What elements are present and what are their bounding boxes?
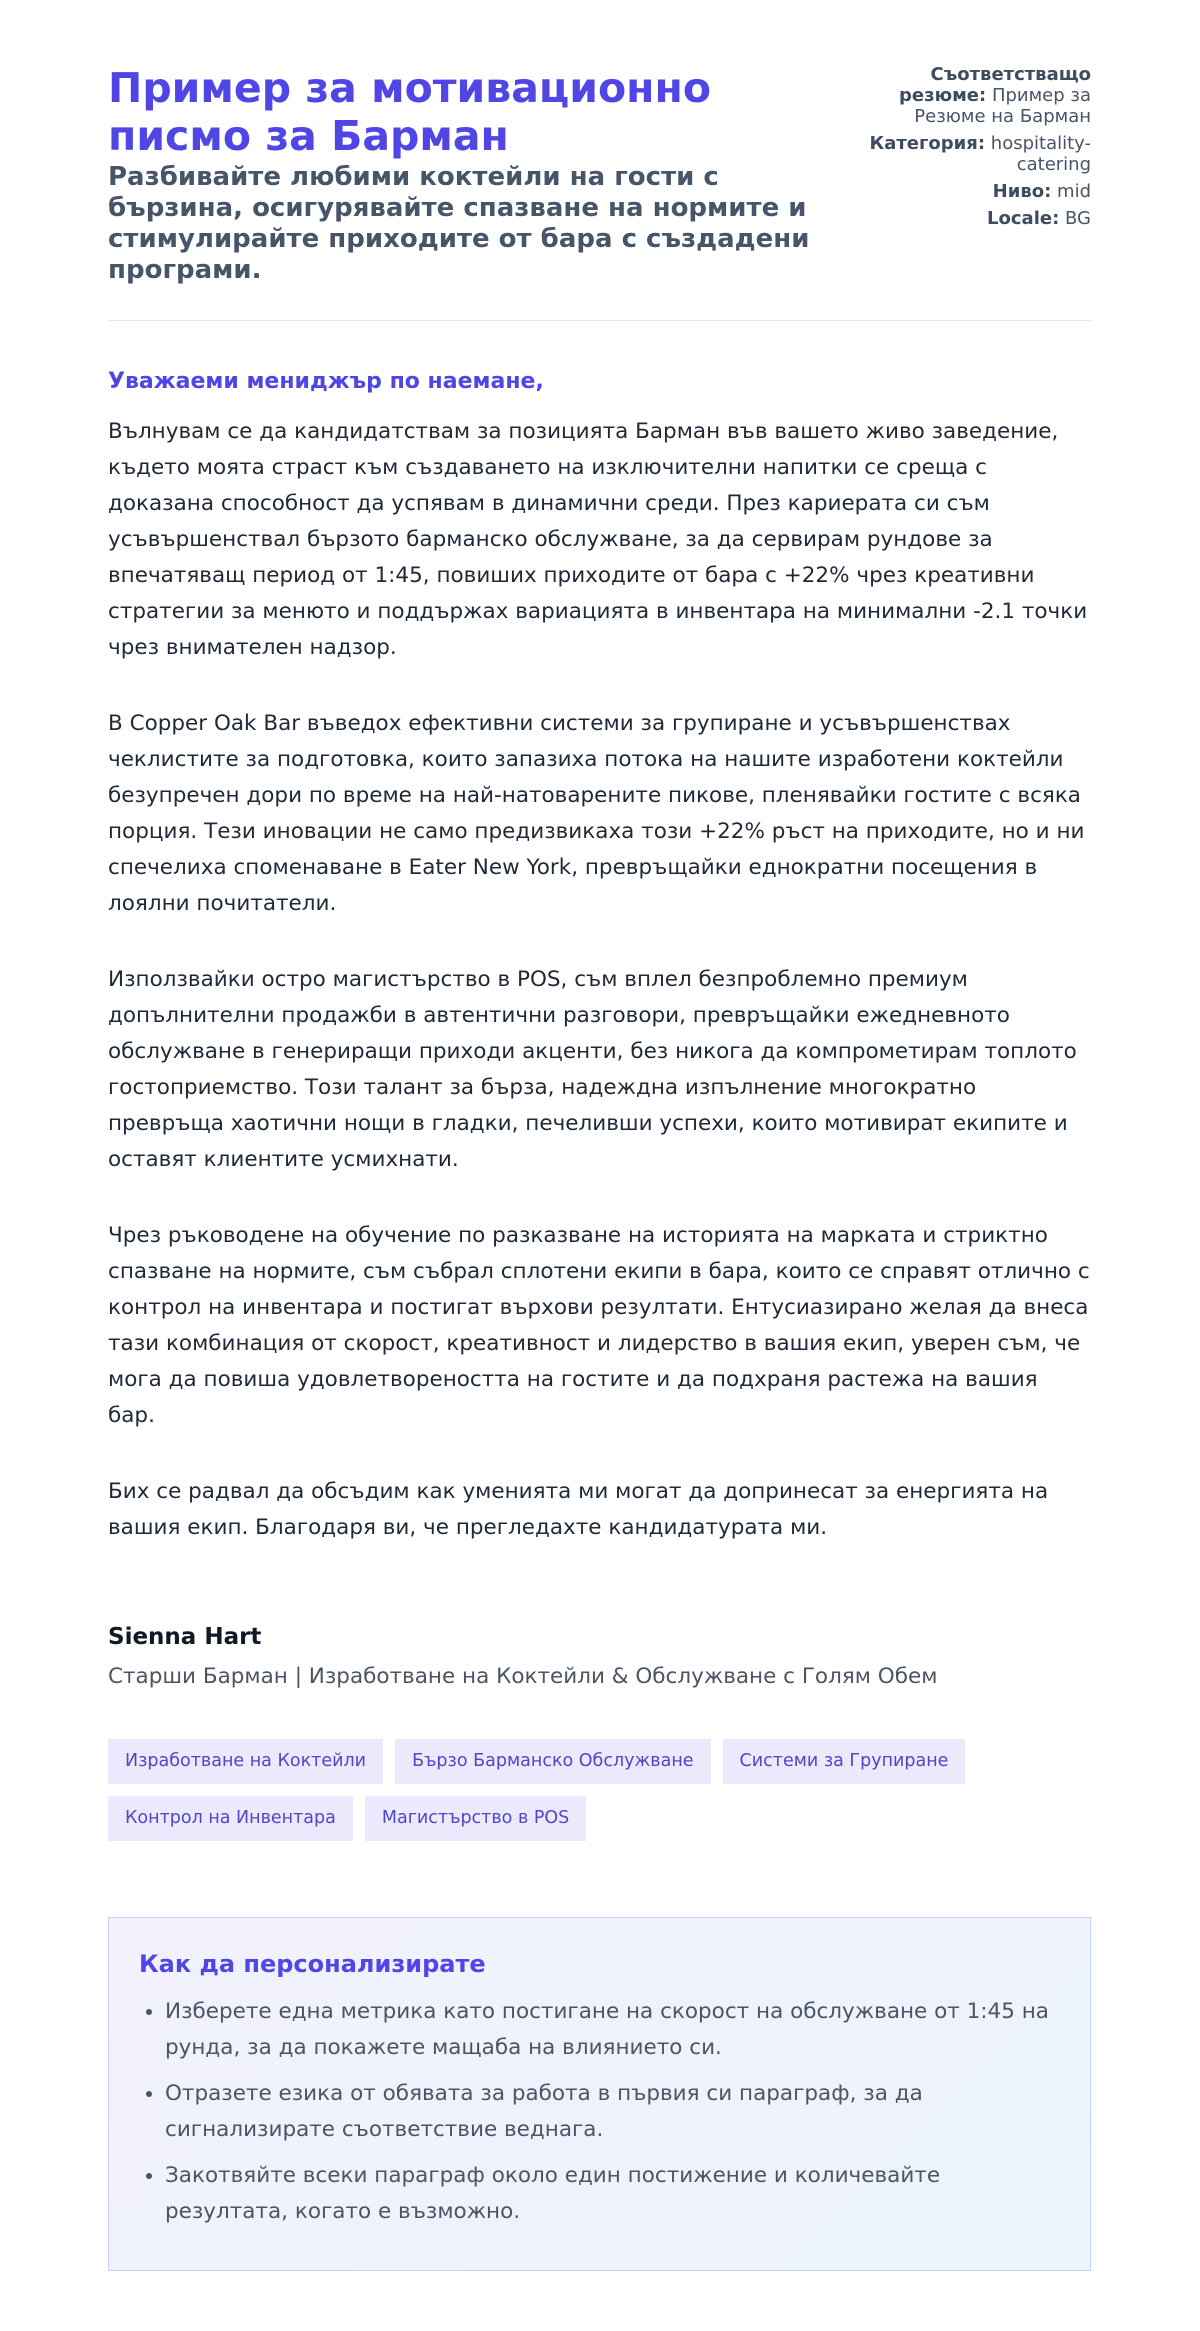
skill-tags <box>108 1739 1008 1841</box>
skill-tag: Изработване на Коктейли <box>108 1739 383 1784</box>
letter-paragraph: В Copper Oak Bar въведох ефективни системи за групиране и усъвършенствах чеклистите за подготовка, които запазиха потока на нашите изработени коктейли безупречен дори по време на най-натоварените пикове, пленявайки гостите с всяка порция. Тези иновации не само предизвикаха този +22% ръст на приходите, но и ни спечелиха споменаване в Eater New York, превръщайки еднократни посещения в лоялни почитатели. <box>108 711 1085 916</box>
skill-tag: Магистърство в POS <box>365 1796 586 1841</box>
signature-name: Sienna Hart <box>108 1624 262 1650</box>
skill-tag: Бързо Барманско Обслужване <box>395 1739 710 1784</box>
letter-paragraph: Вълнувам се да кандидатствам за позицията Барман във вашето живо заведение, където моята страст към създаването на изключителни напитки се среща с доказана способност да успявам в динамични среди. През кариерата си съм усъвършенствал бързото барманско обслужване, за да сервирам рундове за впечатяващ период от 1:45, повиших приходите от бара с +22% чрез креативни стратегии за менюто и поддържах вариацията в инвентара на минимални -2.1 точки чрез внимателен надзор. <box>108 419 1088 660</box>
page-header <box>108 64 1091 321</box>
tip-item: • Отразете езика от обявата за работа в първия си параграф, за да сигнализирате съответствие веднага. <box>165 2076 1060 2148</box>
meta-label: Ниво: <box>992 181 1052 202</box>
salutation: Уважаеми мениджър по наемане, <box>108 369 544 394</box>
tip-item: • Изберете една метрика като постигане на скорост на обслужване от 1:45 на рунда, за да покажете мащаба на влиянието си. <box>165 1994 1060 2066</box>
meta-label: Категория: <box>869 133 986 154</box>
letter-paragraph: Използвайки остро магистърство в POS, съм вплел безпроблемно премиум допълнителни продажби в автентични разговори, превръщайки ежедневното обслужване в генериращи приходи акценти, без никога да компрометирам топлото гостоприемство. Този талант за бърза, надеждна изпълнение многократно превръща хаотични нощи в гладки, печеливши успехи, които мотивират екипите и оставят клиентите усмихнати. <box>108 967 1077 1172</box>
meta-value: BG <box>1065 208 1091 229</box>
skill-tag: Системи за Групиране <box>723 1739 966 1784</box>
meta-label: Съответстващо резюме: <box>899 64 1091 106</box>
meta-label: Locale: <box>987 208 1060 229</box>
meta-locale <box>863 208 1091 229</box>
page-title: Пример за мотивационно писмо за Барман <box>108 64 711 160</box>
skill-tag: Контрол на Инвентара <box>108 1796 353 1841</box>
meta-panel <box>863 64 1091 235</box>
page-subtitle: Разбивайте любими коктейли на гости с бързина, осигурявайте спазване на нормите и стимулирайте приходите от бара с създадени програми. <box>108 162 810 285</box>
meta-value: mid <box>1057 181 1091 202</box>
meta-level <box>863 181 1091 202</box>
meta-resume <box>863 64 1091 127</box>
letter-paragraph: Чрез ръководене на обучение по разказване на историята на марката и стриктно спазване на нормите, съм събрал сплотени екипи в бара, които се справят отлично с контрол на инвентара и постигат върхови резултати. Ентусиазирано желая да внеса тази комбинация от скорост, креативност и лидерство в вашия екип, уверен съм, че мога да повиша удовлетвореността на гостите и да подхраня растежа на вашия бар. <box>108 1223 1090 1428</box>
letter-body <box>108 414 1091 1546</box>
customization-tips-box <box>108 1917 1091 2271</box>
meta-category <box>863 133 1091 175</box>
meta-value: hospitality-catering <box>990 133 1091 175</box>
signature-title: Старши Барман | Изработване на Коктейли & Обслужване с Голям Обем <box>108 1664 938 1689</box>
tip-item: • Закотвяйте всеки параграф около един постижение и количевайте резултата, когато е възможно. <box>165 2158 1060 2230</box>
tips-title: Как да персонализирате <box>139 1950 486 1978</box>
meta-resume-link[interactable]: Пример за Резюме на Барман <box>914 85 1091 127</box>
tips-list <box>139 1994 1060 2230</box>
letter-paragraph: Бих се радвал да обсъдим как уменията ми могат да допринесат за енергията на вашия екип. Благодаря ви, че прегледахте кандидатурата ми. <box>108 1479 1049 1540</box>
